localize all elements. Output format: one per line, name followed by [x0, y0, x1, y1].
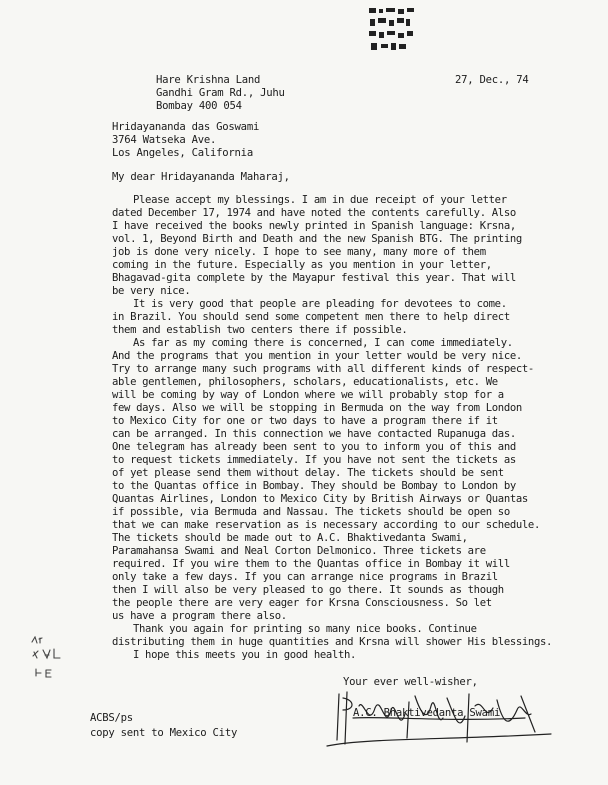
- body-line: of yet please send them without delay. The tickets should be sent: [112, 467, 504, 479]
- body-line: be very nice.: [112, 285, 191, 297]
- body-line: job is done very nicely. I hope to see many, many more of them: [112, 246, 486, 258]
- copy-note: copy sent to Mexico City: [90, 727, 238, 739]
- body-line: distributing them in huge quantities and Krsna will shower His blessings.: [112, 636, 553, 648]
- sender-line-2: Gandhi Gram Rd., Juhu: [156, 87, 285, 99]
- body-line: us have a program there also.: [112, 610, 287, 622]
- body-line: The tickets should be made out to A.C. Bhaktivedanta Swami,: [112, 532, 468, 544]
- body-line: Try to arrange many such programs with all different kinds of respect-: [112, 363, 534, 375]
- signature-scribble: [325, 688, 555, 750]
- recipient-line-3: Los Angeles, California: [112, 147, 253, 159]
- body-line: in Brazil. You should send some competent men there to help direct: [112, 311, 510, 323]
- body-line: As far as my coming there is concerned, I can come immediately.: [133, 337, 513, 349]
- body-line: to the Quantas office in Bombay. They should be Bombay to London by: [112, 480, 516, 492]
- body-line: to Mexico City for one or two days to have a program there if it: [112, 415, 498, 427]
- body-line: the people there are very eager for Krsna Consciousness. So let: [112, 597, 492, 609]
- body-line: able gentlemen, philosophers, scholars, educationalists, etc. We: [112, 376, 498, 388]
- recipient-line-2: 3764 Watseka Ave.: [112, 134, 217, 146]
- body-line: Please accept my blessings. I am in due receipt of your letter: [133, 194, 507, 206]
- body-line: It is very good that people are pleading for devotees to come.: [133, 298, 507, 310]
- body-line: One telegram has already been sent to you to inform you of this and: [112, 441, 516, 453]
- body-line: Quantas Airlines, London to Mexico City by British Airways or Quantas: [112, 493, 528, 505]
- body-line: required. If you wire them to the Quantas office in Bombay it will: [112, 558, 510, 570]
- sender-line-1: Hare Krishna Land: [156, 74, 261, 86]
- body-line: to request tickets immediately. If you have not sent the tickets as: [112, 454, 516, 466]
- closing-line: Your ever well-wisher,: [343, 676, 478, 688]
- body-line: Bhagavad-gita complete by the Mayapur festival this year. That will: [112, 272, 516, 284]
- body-line: And the programs that you mention in your letter would be very nice.: [112, 350, 522, 362]
- body-line: if possible, via Bermuda and Nassau. The tickets should be open so: [112, 506, 510, 518]
- body-line: will be coming by way of London where we will probably stop for a: [112, 389, 504, 401]
- body-line: them and establish two centers there if possible.: [112, 324, 408, 336]
- signature-name: A.C. Bhaktivedanta Swami: [353, 707, 501, 719]
- body-line: then I will also be very pleased to go there. It sounds as though: [112, 584, 504, 596]
- body-line: that we can make reservation as is necessary according to our schedule.: [112, 519, 540, 531]
- body-line: vol. 1, Beyond Birth and Death and the new Spanish BTG. The printing: [112, 233, 522, 245]
- body-line: only take a few days. If you can arrange nice programs in Brazil: [112, 571, 498, 583]
- recipient-line-1: Hridayananda das Goswami: [112, 121, 260, 133]
- body-line: Thank you again for printing so many nice books. Continue: [133, 623, 477, 635]
- handwritten-margin-note: [30, 636, 64, 684]
- letter-date: 27, Dec., 74: [455, 74, 529, 86]
- salutation: My dear Hridayananda Maharaj,: [112, 171, 290, 183]
- body-line: I have received the books newly printed in Spanish language: Krsna,: [112, 220, 516, 232]
- body-line: dated December 17, 1974 and have noted the contents carefully. Also: [112, 207, 516, 219]
- body-line: few days. Also we will be stopping in Bermuda on the way from London: [112, 402, 522, 414]
- body-line: coming in the future. Especially as you mention in your letter,: [112, 259, 492, 271]
- body-line: Paramahansa Swami and Neal Corton Delmonico. Three tickets are: [112, 545, 486, 557]
- body-line: I hope this meets you in good health.: [133, 649, 357, 661]
- body-line: can be arranged. In this connection we have contacted Rupanuga das.: [112, 428, 516, 440]
- typist-initials: ACBS/ps: [90, 712, 133, 724]
- sender-line-3: Bombay 400 054: [156, 100, 242, 112]
- stamp-mark: [367, 6, 417, 54]
